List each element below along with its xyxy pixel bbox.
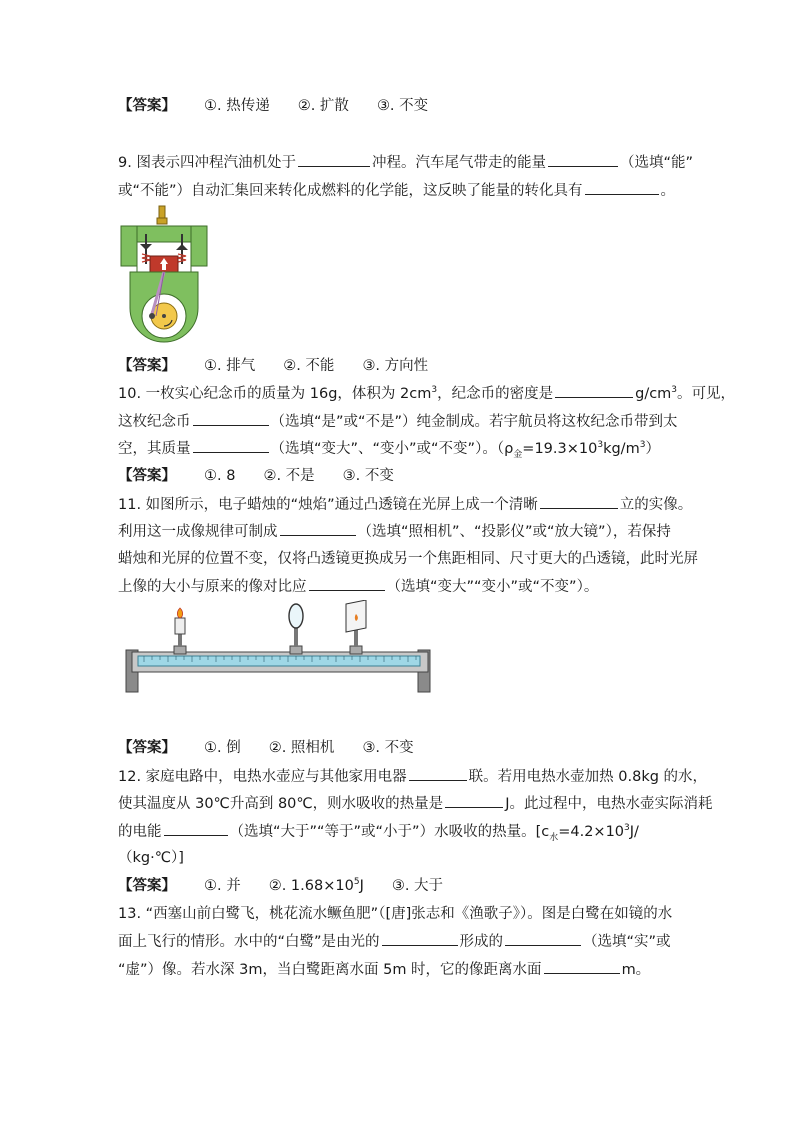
superscript: 3 <box>671 385 678 396</box>
q11-text: （选填“变大”“变小”或“不变”）。 <box>386 579 599 595</box>
blank <box>445 793 503 808</box>
q10-text: =19.3×10 <box>522 441 598 457</box>
q13-text: “虚”）像。若水深 3m，当白鹭距离水面 5m 时，它的像距离水面 <box>118 962 542 978</box>
blank <box>555 383 633 398</box>
answer-tag: 【答案】 <box>118 740 176 756</box>
q9-number: 9. <box>118 155 132 171</box>
q9-text: （选填“能” <box>619 155 693 171</box>
engine-diagram <box>118 204 210 344</box>
q10-answer-1: ①. 8 <box>204 468 236 484</box>
q9-answer-3: ③. 方向性 <box>362 358 429 374</box>
q9-text: 冲程。汽车尾气带走的能量 <box>371 155 546 171</box>
q10-line-2 <box>118 411 678 432</box>
q12-text: J/ <box>629 824 639 840</box>
q12-answer-line <box>118 876 443 896</box>
blank <box>505 931 581 946</box>
q10-text: ，纪念币的密度是 <box>437 386 554 402</box>
q8-answer-2: ②. 扩散 <box>297 98 349 114</box>
q11-line-4 <box>118 576 598 597</box>
q11-answer-2: ②. 照相机 <box>268 740 335 756</box>
q9-line-2 <box>118 180 675 201</box>
q13-text: 面上飞行的情形。水中的“白鹭”是由光的 <box>118 934 380 950</box>
q13-text: 形成的 <box>459 934 504 950</box>
answer-tag: 【答案】 <box>118 98 176 114</box>
superscript: 3 <box>624 823 630 834</box>
blank <box>544 959 620 974</box>
q10-text: kg/m <box>603 441 640 457</box>
q11-text: 利用这一成像规律可制成 <box>118 524 278 540</box>
q12-answer-2-unit: J <box>359 878 364 894</box>
q11-line-1 <box>118 494 692 515</box>
answer-tag: 【答案】 <box>118 468 176 484</box>
q13-line-3 <box>118 959 650 980</box>
superscript: 5 <box>353 877 360 888</box>
q12-text: 的电能 <box>118 824 162 840</box>
q13-text: （选填“实”或 <box>583 934 671 950</box>
q12-line-3 <box>118 821 639 842</box>
q9-text: 或“不能”）自动汇集回来转化成燃料的化学能，这反映了能量的转化具有 <box>118 183 583 199</box>
blank <box>298 152 370 167</box>
q8-answer-3: ③. 不变 <box>376 98 429 114</box>
q10-text: （选填“变大”、“变小”或“不变”）。（ρ <box>270 441 514 457</box>
q10-text: 空，其质量 <box>118 441 191 457</box>
q12-text: （kg·℃）] <box>118 850 184 866</box>
superscript: 3 <box>639 440 646 451</box>
blank <box>548 152 618 167</box>
q11-text: 立的实像。 <box>619 497 693 513</box>
blank <box>382 931 458 946</box>
q10-text: ） <box>645 441 660 457</box>
q13-text: m。 <box>621 962 651 978</box>
q12-text: =4.2×10 <box>558 824 625 840</box>
q10-line-3 <box>118 438 660 459</box>
q12-text: J。此过程中，电热水壶实际消耗 <box>505 796 713 812</box>
q10-answer-3: ③. 不变 <box>342 468 394 484</box>
q13-line-2 <box>118 931 671 952</box>
q11-line-3 <box>118 549 698 569</box>
q12-line-2 <box>118 793 712 814</box>
answer-tag: 【答案】 <box>118 358 176 374</box>
q13-text: 13. “西塞山前白鹭飞，桃花流水鳜鱼肥”（[唐]张志和《渔歌子》）。图是白鹭在如镜的水 <box>118 906 673 922</box>
q13-line-1 <box>118 904 672 924</box>
superscript: 3 <box>431 385 438 396</box>
q10-text: g/cm <box>635 386 672 402</box>
q11-text: （选填“照相机”、“投影仪”或“放大镜”），若保持 <box>357 524 671 540</box>
q9-answer-1: ①. 排气 <box>204 358 256 374</box>
q9-answer-2: ②. 不能 <box>283 358 335 374</box>
q12-answer-1: ①. 并 <box>204 878 241 894</box>
subscript: 金 <box>513 449 523 460</box>
q9-answer-line <box>118 356 428 376</box>
q11-text: 11. 如图所示，电子蜡烛的“烛焰”通过凸透镜在光屏上成一个清晰 <box>118 497 538 513</box>
optical-bench-diagram <box>124 600 436 696</box>
q9-line-1 <box>118 152 693 173</box>
q12-line-1 <box>118 766 707 787</box>
q10-text: 。可见， <box>677 386 736 402</box>
q12-answer-3: ③. 大于 <box>391 878 444 894</box>
q12-text: （选填“大于”“等于”或“小于”）水吸收的热量。[c <box>229 824 550 840</box>
subscript: 水 <box>549 832 559 843</box>
q10-line-1 <box>118 383 735 404</box>
q11-answer-line <box>118 738 414 758</box>
q9-text: 图表示四冲程汽油机处于 <box>136 155 296 171</box>
blank <box>280 521 356 536</box>
blank <box>585 180 659 195</box>
q10-text: （选填“是”或“不是”）纯金制成。若宇航员将这枚纪念币带到太 <box>270 414 678 430</box>
q11-answer-1: ①. 倒 <box>204 740 241 756</box>
q8-answer-1: ①. 热传递 <box>204 98 270 114</box>
q10-text: 10. 一枚实心纪念币的质量为 16g，体积为 2cm <box>118 386 432 402</box>
q12-line-4 <box>118 848 184 868</box>
q10-text: 这枚纪念币 <box>118 414 191 430</box>
q11-text: 蜡烛和光屏的位置不变，仅将凸透镜更换成另一个焦距相同、尺寸更大的凸透镜，此时光屏 <box>118 551 698 567</box>
blank <box>409 766 467 781</box>
answer-tag: 【答案】 <box>118 878 176 894</box>
q9-text: 。 <box>660 183 676 199</box>
q11-text: 上像的大小与原来的像对比应 <box>118 579 307 595</box>
q8-answer-line <box>118 96 428 116</box>
q12-text: 使其温度从 30℃升高到 80℃，则水吸收的热量是 <box>118 796 444 812</box>
blank <box>193 438 269 453</box>
q12-text: 联。若用电热水壶加热 0.8kg 的水， <box>468 769 708 785</box>
q10-answer-line <box>118 466 394 486</box>
q12-answer-2: ②. 1.68×10 <box>268 878 354 894</box>
blank <box>540 494 618 509</box>
q11-line-2 <box>118 521 671 542</box>
superscript: 3 <box>597 440 604 451</box>
q12-text: 12. 家庭电路中，电热水壶应与其他家用电器 <box>118 769 407 785</box>
q11-answer-3: ③. 不变 <box>362 740 414 756</box>
blank <box>193 411 269 426</box>
blank <box>164 821 228 836</box>
blank <box>309 576 385 591</box>
q10-answer-2: ②. 不是 <box>263 468 315 484</box>
